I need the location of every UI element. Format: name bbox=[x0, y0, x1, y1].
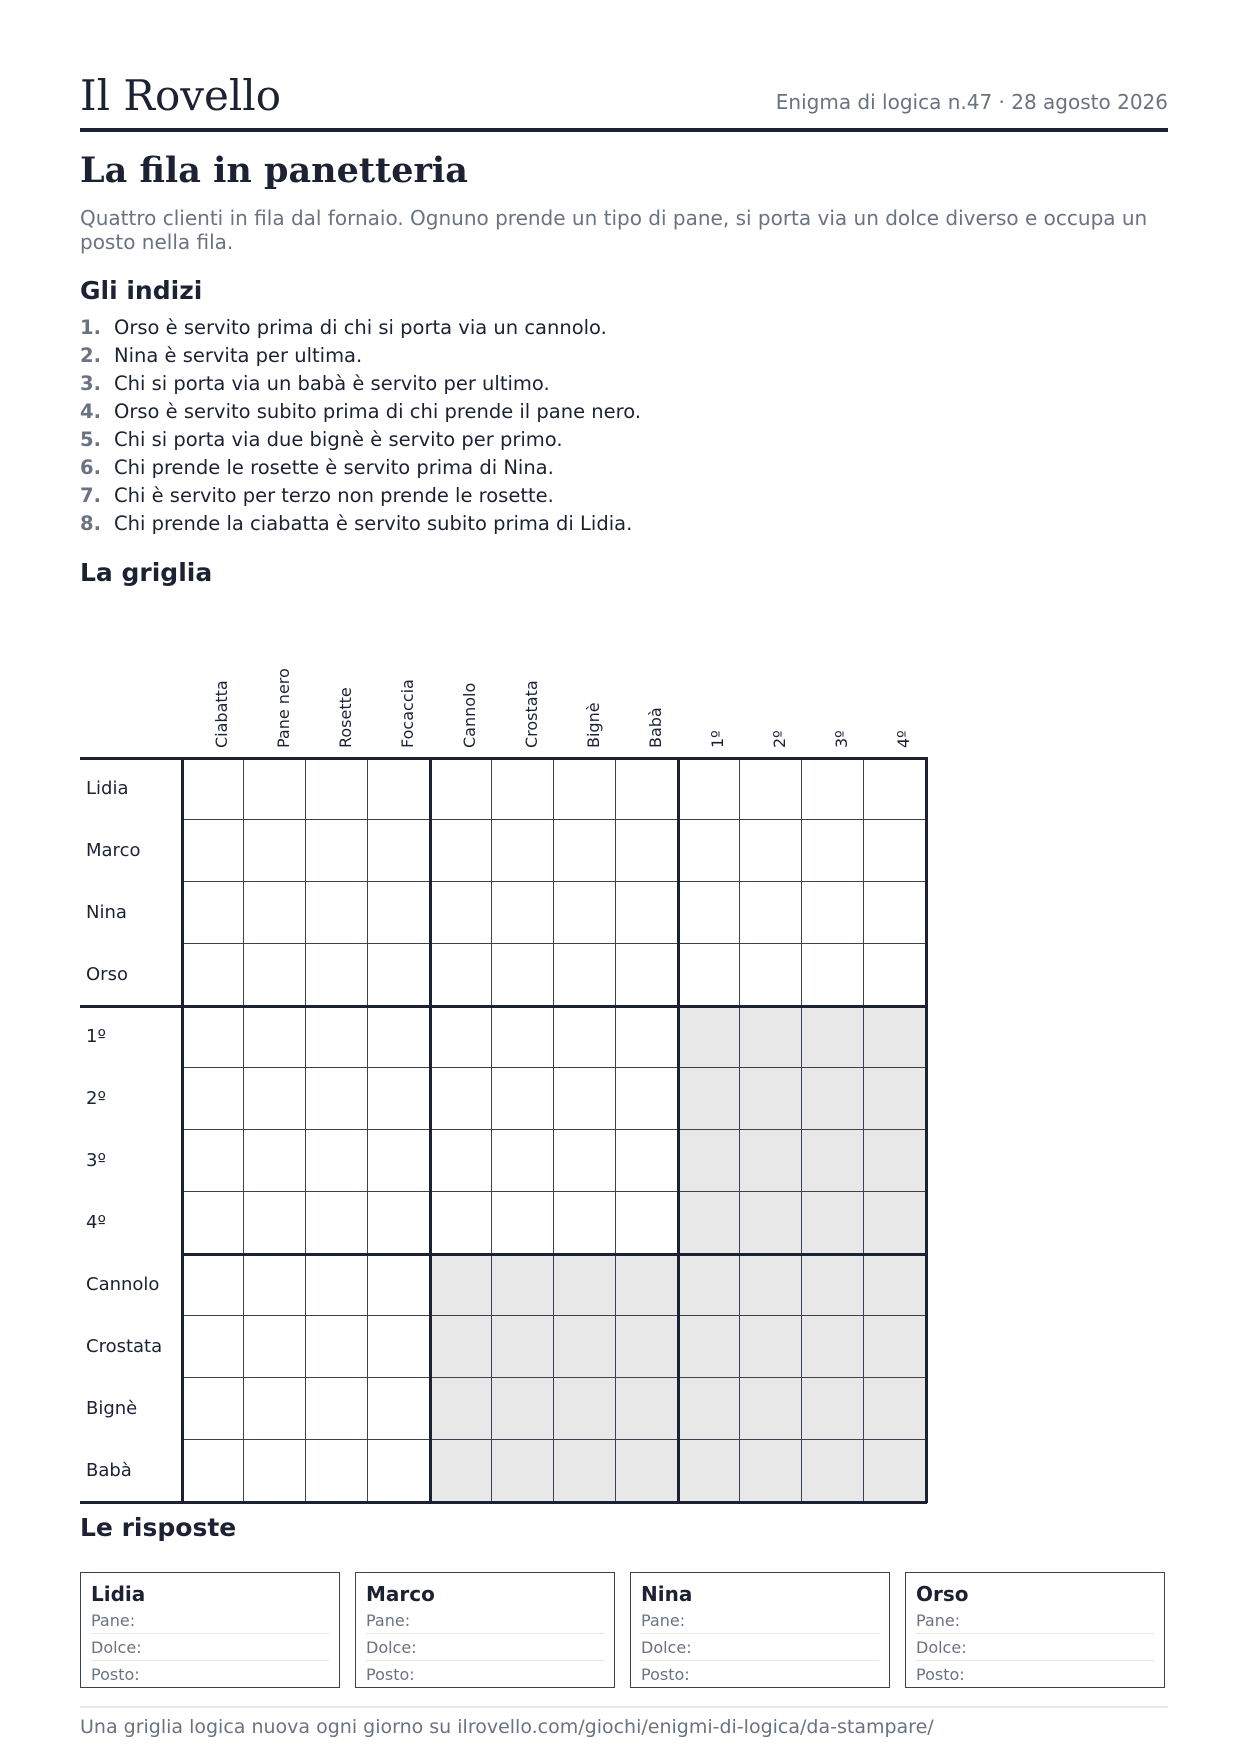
grid-cell[interactable] bbox=[740, 758, 802, 820]
grid-cell[interactable] bbox=[306, 1006, 368, 1068]
grid-cell[interactable] bbox=[306, 1068, 368, 1130]
grid-cell[interactable] bbox=[554, 1192, 616, 1254]
column-header-label: Bignè bbox=[584, 702, 603, 748]
grid-cell-unused bbox=[430, 1316, 492, 1378]
grid-cell[interactable] bbox=[864, 758, 926, 820]
column-header bbox=[740, 660, 802, 755]
answer-field-dolce[interactable]: Dolce: bbox=[641, 1634, 879, 1661]
clue-text: Orso è servito subito prima di chi prende il pane nero. bbox=[114, 400, 642, 423]
grid-cell[interactable] bbox=[554, 1006, 616, 1068]
answer-person-name: Marco bbox=[366, 1582, 435, 1606]
grid-cell-unused bbox=[492, 1254, 554, 1316]
column-header bbox=[554, 660, 616, 755]
grid-divider bbox=[80, 1005, 184, 1008]
clue-item bbox=[80, 342, 641, 370]
clue-number: 8. bbox=[80, 512, 101, 535]
grid-cell[interactable] bbox=[492, 1130, 554, 1192]
grid-cell[interactable] bbox=[678, 882, 740, 944]
grid-cell[interactable] bbox=[368, 1006, 430, 1068]
grid-cell-unused bbox=[616, 1254, 678, 1316]
column-header bbox=[306, 660, 368, 755]
grid-cell[interactable] bbox=[368, 758, 430, 820]
grid-cell-unused bbox=[802, 1130, 864, 1192]
grid-cell[interactable] bbox=[182, 1006, 244, 1068]
grid-cell[interactable] bbox=[492, 944, 554, 1006]
grid-cell[interactable] bbox=[306, 1440, 368, 1502]
column-header bbox=[802, 660, 864, 755]
clue-list bbox=[80, 314, 641, 538]
grid-cell[interactable] bbox=[306, 1254, 368, 1316]
clue-text: Nina è servita per ultima. bbox=[114, 344, 363, 367]
clue-text: Chi prende le rosette è servito prima di Nina. bbox=[114, 456, 554, 479]
grid-cell[interactable] bbox=[740, 882, 802, 944]
answer-card bbox=[905, 1572, 1165, 1688]
grid-cell[interactable] bbox=[492, 1006, 554, 1068]
grid-divider bbox=[80, 1501, 184, 1504]
grid-cell[interactable] bbox=[306, 882, 368, 944]
grid-divider bbox=[181, 757, 927, 760]
grid-cell[interactable] bbox=[554, 1068, 616, 1130]
grid-cell-unused bbox=[554, 1378, 616, 1440]
grid-cell[interactable] bbox=[616, 758, 678, 820]
grid-cell[interactable] bbox=[430, 1192, 492, 1254]
grid-cell[interactable] bbox=[306, 1192, 368, 1254]
grid-cell[interactable] bbox=[554, 758, 616, 820]
grid-cell[interactable] bbox=[802, 944, 864, 1006]
grid-cell-unused bbox=[678, 1378, 740, 1440]
grid-cell-unused bbox=[864, 1006, 926, 1068]
grid-cell-unused bbox=[864, 1378, 926, 1440]
answer-person-name: Lidia bbox=[91, 1582, 146, 1606]
clue-item bbox=[80, 426, 641, 454]
grid-cell-unused bbox=[864, 1068, 926, 1130]
grid-cell[interactable] bbox=[740, 944, 802, 1006]
clue-number: 4. bbox=[80, 400, 101, 423]
answers-heading: Le risposte bbox=[80, 1513, 237, 1542]
answer-cards bbox=[80, 1572, 1168, 1690]
row-header: Lidia bbox=[86, 778, 129, 799]
grid-cell-unused bbox=[678, 1440, 740, 1502]
grid-cell-unused bbox=[740, 1440, 802, 1502]
answer-field-posto[interactable]: Posto: bbox=[916, 1665, 965, 1684]
clue-item bbox=[80, 510, 641, 538]
grid-cell[interactable] bbox=[368, 1316, 430, 1378]
grid-cell[interactable] bbox=[492, 820, 554, 882]
grid-divider bbox=[181, 1253, 927, 1256]
answer-card bbox=[355, 1572, 615, 1688]
grid-cell[interactable] bbox=[368, 1130, 430, 1192]
puzzle-intro: Quattro clienti in fila dal fornaio. Ognuno prende un tipo di pane, si porta via un dolce diverso e occupa un posto nella fila. bbox=[80, 206, 1148, 254]
grid-cell[interactable] bbox=[244, 1068, 306, 1130]
brand-title: Il Rovello bbox=[80, 71, 282, 120]
grid-cell[interactable] bbox=[616, 1192, 678, 1254]
column-header-label: Rosette bbox=[336, 687, 355, 748]
grid-cell-unused bbox=[740, 1254, 802, 1316]
clue-item bbox=[80, 314, 641, 342]
answer-card bbox=[80, 1572, 340, 1688]
grid-cell-unused bbox=[864, 1130, 926, 1192]
grid-cell[interactable] bbox=[306, 758, 368, 820]
grid-divider bbox=[429, 757, 432, 1503]
column-header bbox=[678, 660, 740, 755]
column-header bbox=[368, 660, 430, 755]
row-header: 2º bbox=[86, 1088, 106, 1109]
grid-cell[interactable] bbox=[244, 882, 306, 944]
grid-heading: La griglia bbox=[80, 558, 213, 587]
grid-divider bbox=[677, 757, 680, 1503]
grid-cell[interactable] bbox=[368, 1068, 430, 1130]
grid-cell[interactable] bbox=[244, 1006, 306, 1068]
grid-cell-unused bbox=[616, 1316, 678, 1378]
grid-cell[interactable] bbox=[244, 820, 306, 882]
grid-cell[interactable] bbox=[182, 1068, 244, 1130]
grid-cell[interactable] bbox=[430, 1068, 492, 1130]
grid-cell-unused bbox=[678, 1006, 740, 1068]
clue-item bbox=[80, 398, 641, 426]
answer-field-posto[interactable]: Posto: bbox=[366, 1665, 415, 1684]
clues-heading: Gli indizi bbox=[80, 276, 203, 305]
column-header-label: 4º bbox=[894, 730, 913, 748]
column-header bbox=[430, 660, 492, 755]
grid-cell[interactable] bbox=[740, 820, 802, 882]
clue-text: Chi si porta via due bignè è servito per primo. bbox=[114, 428, 563, 451]
grid-cell[interactable] bbox=[616, 944, 678, 1006]
grid-cell[interactable] bbox=[306, 820, 368, 882]
answer-field-dolce[interactable]: Dolce: bbox=[91, 1634, 329, 1661]
grid-cell-unused bbox=[802, 1192, 864, 1254]
grid-cell[interactable] bbox=[616, 1006, 678, 1068]
grid-cell[interactable] bbox=[430, 1130, 492, 1192]
grid-cell-unused bbox=[864, 1254, 926, 1316]
grid-cell-unused bbox=[678, 1192, 740, 1254]
grid-cell[interactable] bbox=[182, 882, 244, 944]
answer-field-posto[interactable]: Posto: bbox=[641, 1665, 690, 1684]
column-header bbox=[616, 660, 678, 755]
grid-cell-unused bbox=[678, 1068, 740, 1130]
row-header: Babà bbox=[86, 1460, 132, 1481]
grid-cell[interactable] bbox=[802, 820, 864, 882]
grid-cell[interactable] bbox=[182, 1254, 244, 1316]
grid-cell[interactable] bbox=[554, 882, 616, 944]
grid-cell[interactable] bbox=[368, 944, 430, 1006]
grid-divider bbox=[181, 1005, 927, 1008]
grid-cell-unused bbox=[492, 1378, 554, 1440]
grid-cell-unused bbox=[492, 1440, 554, 1502]
grid-cell-unused bbox=[616, 1440, 678, 1502]
grid-cell[interactable] bbox=[182, 1378, 244, 1440]
grid-cell[interactable] bbox=[182, 758, 244, 820]
grid-cell[interactable] bbox=[306, 944, 368, 1006]
answer-field-pane[interactable]: Pane: bbox=[366, 1607, 604, 1634]
grid-cell[interactable] bbox=[678, 944, 740, 1006]
grid-cell-unused bbox=[864, 1192, 926, 1254]
row-header: Bignè bbox=[86, 1398, 138, 1419]
grid-cell[interactable] bbox=[430, 820, 492, 882]
grid-cell-unused bbox=[802, 1316, 864, 1378]
grid-cell-unused bbox=[554, 1316, 616, 1378]
grid-cell[interactable] bbox=[616, 820, 678, 882]
grid-cell[interactable] bbox=[244, 1130, 306, 1192]
grid-cell[interactable] bbox=[244, 1192, 306, 1254]
grid-cell[interactable] bbox=[430, 882, 492, 944]
grid-cell[interactable] bbox=[306, 1130, 368, 1192]
column-header-label: Babà bbox=[646, 707, 665, 748]
grid-cell[interactable] bbox=[430, 758, 492, 820]
grid-cell[interactable] bbox=[678, 758, 740, 820]
clue-text: Chi prende la ciabatta è servito subito prima di Lidia. bbox=[114, 512, 633, 535]
grid-cell-unused bbox=[678, 1316, 740, 1378]
grid-cell[interactable] bbox=[182, 1316, 244, 1378]
grid-cell-unused bbox=[740, 1130, 802, 1192]
grid-cell[interactable] bbox=[864, 820, 926, 882]
grid-cell-unused bbox=[740, 1068, 802, 1130]
column-header-label: 3º bbox=[832, 730, 851, 748]
column-header-label: Crostata bbox=[522, 680, 541, 748]
masthead bbox=[80, 70, 1168, 132]
issue-info: Enigma di logica n.47 · 28 agosto 2026 bbox=[775, 90, 1168, 114]
grid-cell-unused bbox=[616, 1378, 678, 1440]
clue-number: 3. bbox=[80, 372, 101, 395]
grid-cell-unused bbox=[740, 1006, 802, 1068]
clue-text: Chi è servito per terzo non prende le rosette. bbox=[114, 484, 554, 507]
grid-cell[interactable] bbox=[616, 1068, 678, 1130]
answer-field-pane[interactable]: Pane: bbox=[641, 1607, 879, 1634]
grid-cell[interactable] bbox=[244, 944, 306, 1006]
grid-cell[interactable] bbox=[554, 944, 616, 1006]
grid-cell-unused bbox=[740, 1316, 802, 1378]
grid-cell-unused bbox=[740, 1378, 802, 1440]
grid-cell-unused bbox=[678, 1130, 740, 1192]
grid-cell-unused bbox=[554, 1254, 616, 1316]
grid-cell-unused bbox=[864, 1316, 926, 1378]
grid-cell[interactable] bbox=[306, 1378, 368, 1440]
clue-number: 7. bbox=[80, 484, 101, 507]
grid-cell[interactable] bbox=[616, 882, 678, 944]
grid-cell[interactable] bbox=[182, 820, 244, 882]
answer-person-name: Orso bbox=[916, 1582, 969, 1606]
clue-item bbox=[80, 454, 641, 482]
grid-cell[interactable] bbox=[430, 944, 492, 1006]
grid-cell-unused bbox=[492, 1316, 554, 1378]
row-header: Cannolo bbox=[86, 1274, 160, 1295]
clue-number: 2. bbox=[80, 344, 101, 367]
grid-cell-unused bbox=[678, 1254, 740, 1316]
grid-cell[interactable] bbox=[492, 882, 554, 944]
grid-cell-unused bbox=[864, 1440, 926, 1502]
answer-field-pane[interactable]: Pane: bbox=[916, 1607, 1154, 1634]
grid-cell[interactable] bbox=[244, 1378, 306, 1440]
grid-cell[interactable] bbox=[678, 820, 740, 882]
grid-cell-unused bbox=[802, 1006, 864, 1068]
grid-cell[interactable] bbox=[306, 1316, 368, 1378]
grid-cell[interactable] bbox=[492, 758, 554, 820]
grid-cell-unused bbox=[802, 1254, 864, 1316]
answer-field-dolce[interactable]: Dolce: bbox=[366, 1634, 604, 1661]
column-header-label: Pane nero bbox=[274, 668, 293, 748]
grid-cell-unused bbox=[554, 1440, 616, 1502]
column-header bbox=[244, 660, 306, 755]
grid-cell[interactable] bbox=[554, 1130, 616, 1192]
grid-cell[interactable] bbox=[182, 1130, 244, 1192]
column-header-label: 1º bbox=[708, 730, 727, 748]
clue-number: 1. bbox=[80, 316, 101, 339]
grid-cell-unused bbox=[802, 1378, 864, 1440]
grid-cell[interactable] bbox=[368, 882, 430, 944]
puzzle-title: La fila in panetteria bbox=[80, 150, 468, 191]
grid-cell[interactable] bbox=[864, 944, 926, 1006]
grid-divider bbox=[925, 757, 928, 1503]
grid-cell[interactable] bbox=[802, 758, 864, 820]
column-header-label: Cannolo bbox=[460, 682, 479, 748]
grid-cell[interactable] bbox=[368, 1378, 430, 1440]
answer-field-posto[interactable]: Posto: bbox=[91, 1665, 140, 1684]
grid-cell[interactable] bbox=[554, 820, 616, 882]
logic-grid bbox=[80, 660, 930, 1510]
grid-cell[interactable] bbox=[182, 944, 244, 1006]
answer-person-name: Nina bbox=[641, 1582, 693, 1606]
grid-cell-unused bbox=[430, 1440, 492, 1502]
row-header: Marco bbox=[86, 840, 141, 861]
grid-cell[interactable] bbox=[368, 820, 430, 882]
answer-field-dolce[interactable]: Dolce: bbox=[916, 1634, 1154, 1661]
clue-text: Chi si porta via un babà è servito per ultimo. bbox=[114, 372, 550, 395]
clue-text: Orso è servito prima di chi si porta via un cannolo. bbox=[114, 316, 607, 339]
clue-item bbox=[80, 370, 641, 398]
grid-cell-unused bbox=[802, 1440, 864, 1502]
footer-note: Una griglia logica nuova ogni giorno su ilrovello.com/giochi/enigmi-di-logica/da-stampare/ bbox=[80, 1706, 1168, 1738]
grid-cell[interactable] bbox=[864, 882, 926, 944]
row-header: Crostata bbox=[86, 1336, 163, 1357]
grid-cell-unused bbox=[430, 1254, 492, 1316]
column-header-label: 2º bbox=[770, 730, 789, 748]
grid-cell-unused bbox=[430, 1378, 492, 1440]
column-header-label: Ciabatta bbox=[212, 680, 231, 748]
grid-cell[interactable] bbox=[244, 758, 306, 820]
grid-cell-unused bbox=[740, 1192, 802, 1254]
grid-cell[interactable] bbox=[492, 1192, 554, 1254]
grid-cell[interactable] bbox=[368, 1192, 430, 1254]
row-header: Nina bbox=[86, 902, 127, 923]
grid-cell[interactable] bbox=[802, 882, 864, 944]
grid-divider bbox=[80, 757, 184, 760]
grid-cell[interactable] bbox=[244, 1254, 306, 1316]
grid-divider bbox=[181, 1501, 927, 1504]
clue-number: 6. bbox=[80, 456, 101, 479]
row-header: 4º bbox=[86, 1212, 106, 1233]
column-header bbox=[492, 660, 554, 755]
grid-divider bbox=[181, 757, 184, 1503]
grid-cell[interactable] bbox=[244, 1316, 306, 1378]
grid-cell[interactable] bbox=[182, 1192, 244, 1254]
answer-card bbox=[630, 1572, 890, 1688]
grid-cell[interactable] bbox=[368, 1440, 430, 1502]
clue-number: 5. bbox=[80, 428, 101, 451]
grid-cell[interactable] bbox=[368, 1254, 430, 1316]
grid-cell[interactable] bbox=[492, 1068, 554, 1130]
row-header: 3º bbox=[86, 1150, 106, 1171]
column-header bbox=[182, 660, 244, 755]
grid-cell[interactable] bbox=[430, 1006, 492, 1068]
grid-cell[interactable] bbox=[182, 1440, 244, 1502]
column-header bbox=[864, 660, 926, 755]
row-header: Orso bbox=[86, 964, 128, 985]
column-header-label: Focaccia bbox=[398, 679, 417, 748]
row-header: 1º bbox=[86, 1026, 106, 1047]
clue-item bbox=[80, 482, 641, 510]
answer-field-pane[interactable]: Pane: bbox=[91, 1607, 329, 1634]
grid-cell[interactable] bbox=[244, 1440, 306, 1502]
grid-cell-unused bbox=[802, 1068, 864, 1130]
grid-cell[interactable] bbox=[616, 1130, 678, 1192]
